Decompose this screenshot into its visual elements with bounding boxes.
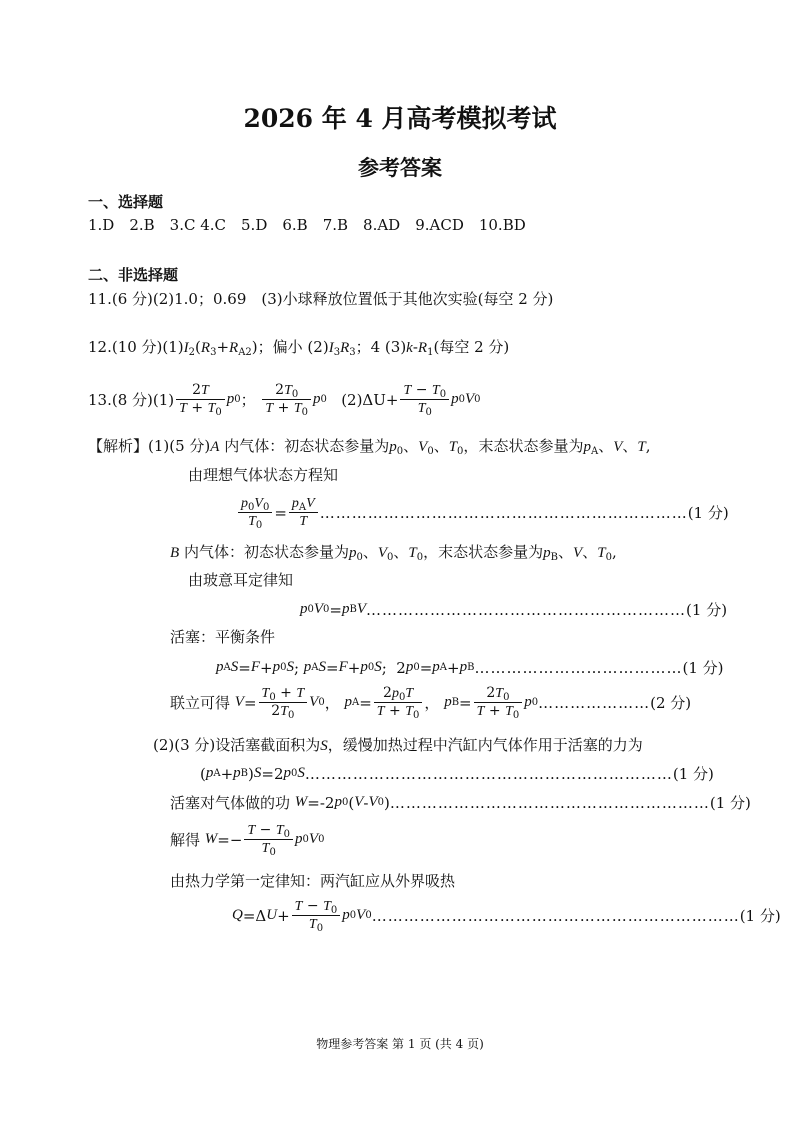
section2-heading: 二、非选择题	[88, 266, 179, 284]
analysis-intro: 【解析】(1)(5 分)A 内气体：初态状态参量为$p_0$、$V_0$、$T_0$，末态状态参量为$p_A$、V、T,	[88, 437, 651, 457]
piston-line: 活塞：平衡条件	[170, 628, 276, 646]
first-law-line: 由热力学第一定律知：两汽缸应从外界吸热	[170, 872, 456, 890]
equation-combined: 联立可得 V = $\frac{T_0 + T}{2T_0}$ V 0 ， p A = $\frac{2p_0T}{T + T_0}$ ， p B = $\frac{2T_0}{T + T_0}$ p 0 ………………… (2 分)	[170, 685, 692, 721]
page-footer: 物理参考答案 第 1 页 (共 4 页)	[316, 1037, 484, 1051]
equation-piston: p A S = F + p 0 S ; p A S = F + p 0 S ; 2 p 0 = p A + p B ………………………………… (1 分)	[216, 658, 724, 677]
q13-answer: 13.(8 分)(1) $\frac{2T}{T + T_0}$ p 0 ； $\frac{2T_0}{T + T_0}$ p 0 (2)ΔU+ $\frac{T - T_0}{T_0}$ p 0 V 0	[88, 382, 481, 418]
equation-heat: Q =Δ U + $\frac{T - T_0}{T_0}$ p 0 V 0 …………………………………………………………… (1 分)	[232, 898, 781, 934]
b-gas-line: B 内气体：初态状态参量为$p_0$、$V_0$、$T_0$，末态状态参量为$p_B$、V、$T_0$,	[170, 543, 617, 563]
choice-answers: 1.D 2.B 3.C 4.C 5.D 6.B 7.B 8.AD 9.ACD 10.BD	[88, 216, 526, 234]
part2-line: (2)(3 分)设活塞截面积为S，缓慢加热过程中汽缸内气体作用于活塞的力为	[153, 736, 643, 754]
page-subtitle: 参考答案	[358, 155, 442, 180]
gas-law-line: 由理想气体状态方程知	[188, 466, 339, 484]
boyle-line: 由玻意耳定律知	[188, 571, 294, 589]
equation-work: 活塞对气体做的功 W =-2 p 0 ( V - V 0 ) …………………………………………………… (1 分)	[170, 793, 751, 812]
equation-boyle: p 0 V 0 = p B V …………………………………………………… (1 分)	[300, 600, 728, 619]
equation-force: ( p A + p B ) S =2 p 0 S …………………………………………………………… (1 分)	[200, 764, 714, 783]
page-title: 2026 年 4 月高考模拟考试	[243, 104, 557, 133]
equation-solve: 解得 W =− $\frac{T - T_0}{T_0}$ p 0 V 0	[170, 822, 325, 858]
section1-heading: 一、选择题	[88, 193, 164, 211]
equation-gas-law: $\frac{p_0V_0}{T_0}$ = $\frac{p_AV}{T}$ …………………………………………………………… (1 分)	[236, 495, 666, 530]
q11-answer: 11.(6 分)(2)1.0；0.69 (3)小球释放位置低于其他次实验(每空 2 分)	[88, 290, 554, 308]
q12-answer: 12.(10 分)$(1)I_2(R_3+R_{A2})$；偏小 $(2)I_3R_3$；4 $(3)k-R_1$(每空 2 分)	[88, 338, 510, 358]
